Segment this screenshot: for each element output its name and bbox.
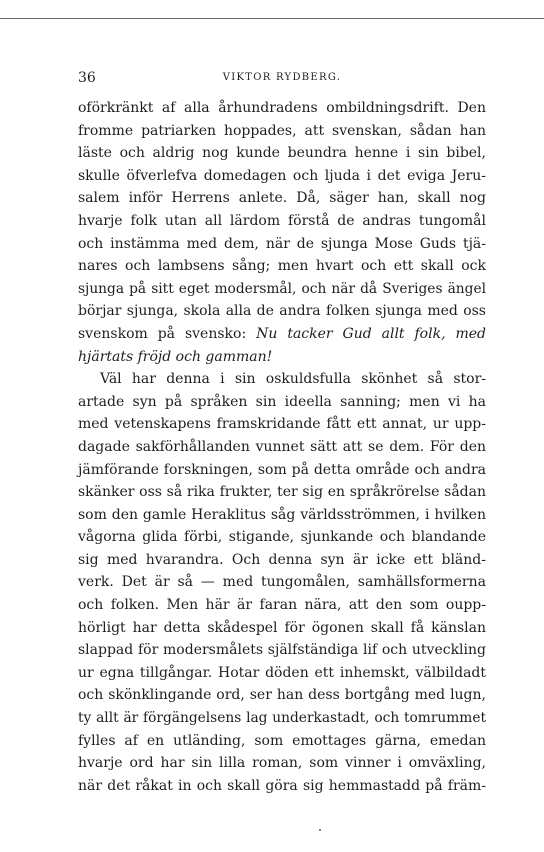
- text-line: [78, 504, 486, 527]
- line-text: när det råkat in och skall göra sig hemmastadd på främ-: [78, 777, 486, 794]
- text-line: [78, 120, 486, 143]
- text-line: [78, 278, 486, 301]
- text-line: [78, 165, 486, 188]
- body-text: [78, 97, 486, 797]
- text-line: [78, 187, 486, 210]
- italic-quote: Nu tacker Gud allt folk, med: [256, 325, 486, 342]
- line-text: fylles af en utländing, som emottages gärna, emedan: [78, 732, 486, 749]
- text-line: [78, 233, 486, 256]
- text-line: [78, 300, 486, 323]
- text-line: [78, 368, 486, 391]
- text-line: [78, 707, 486, 730]
- speck-mark: [319, 829, 321, 831]
- line-text: sjunga på sitt eget modersmål, och när då Sveriges ängel: [78, 280, 486, 297]
- text-line: [78, 730, 486, 753]
- line-text: salem inför Herrens anlete. Då, säger han, skall nog: [78, 190, 486, 207]
- text-line: [78, 684, 486, 707]
- line-text: nares och lambsens sång; men hvart och ett skall ock: [78, 258, 486, 275]
- text-line: [78, 97, 486, 120]
- running-head: VIKTOR RYDBERG.: [222, 72, 342, 83]
- line-text: hörligt har detta skådespel för ögonen skall få känslan: [78, 619, 486, 636]
- line-text: hvarje folk utan all lärdom förstå de andras tungomål: [78, 212, 486, 229]
- text-line: [78, 436, 486, 459]
- line-text: verk. Det är så — med tungomålen, samhällsformerna: [78, 574, 486, 591]
- top-rule: [0, 18, 544, 19]
- text-line: [78, 571, 486, 594]
- line-text: och skönklingande ord, ser han dess bortgång med lugn,: [78, 687, 486, 704]
- line-text: hvarje ord har sin lilla roman, som vinner i omväxling,: [78, 755, 486, 772]
- text-line: [78, 210, 486, 233]
- line-text: fromme patriarken hoppades, att svenskan, sådan han: [78, 122, 486, 139]
- text-line: [78, 752, 486, 775]
- text-line: [78, 617, 486, 640]
- line-text: ty allt är förgängelsens lag underkastadt, och tomrummet: [78, 710, 486, 727]
- line-text: oförkränkt af alla århundradens ombildningsdrift. Den: [78, 100, 486, 116]
- line-text: skänker oss så rika frukter, ter sig en språkrörelse sådan: [78, 484, 486, 501]
- text-line: [78, 413, 486, 436]
- text-line: [78, 255, 486, 278]
- line-text: vågorna glida förbi, stigande, sjunkande och blandande: [78, 529, 486, 546]
- text-line: [78, 459, 486, 482]
- line-text: med vetenskapens framskridande fått ett annat, ur upp-: [78, 416, 486, 433]
- line-text: sig med hvarandra. Och denna syn är icke ett bländ-: [78, 551, 486, 568]
- text-line: [78, 639, 486, 662]
- line-text: svenskom på svensko:: [78, 325, 257, 342]
- line-text: börjar sjunga, skola alla de andra folken sjunga med oss: [78, 303, 486, 320]
- text-line: [78, 549, 486, 572]
- text-line: [78, 662, 486, 685]
- line-text: och instämma med dem, när de sjunga Mose Guds tjä-: [78, 235, 486, 252]
- text-line: [78, 142, 486, 165]
- text-line: [78, 391, 486, 414]
- line-text: jämförande forskningen, som på detta område och andra: [78, 461, 486, 478]
- line-text: slappad för modersmålets själfständiga lif och utveckling: [78, 642, 486, 659]
- line-text: läste och aldrig nog kunde beundra henne i sin bibel,: [78, 145, 486, 162]
- text-line: [78, 526, 486, 549]
- page-header: [78, 70, 486, 88]
- text-line: [78, 594, 486, 617]
- line-text: som den gamle Heraklitus såg världsströmmen, i hvilken: [78, 506, 486, 523]
- line-text: och folken. Men här är faran nära, att den som oupp-: [78, 597, 486, 614]
- page-number: 36: [78, 70, 96, 86]
- line-text: ur egna tillgångar. Hotar döden ett inhemskt, välbildadt: [78, 664, 486, 681]
- line-text: artade syn på språken sin ideella sanning; men vi ha: [78, 393, 486, 410]
- line-text: Väl har denna i sin oskuldsfulla skönhet så stor-: [100, 371, 486, 388]
- text-line: [78, 481, 486, 504]
- text-line: [78, 775, 486, 798]
- text-line: [78, 323, 486, 346]
- line-text: skulle öfverlefva domedagen och ljuda i det eviga Jeru-: [78, 167, 486, 184]
- text-line: [78, 346, 486, 369]
- italic-quote: hjärtats fröjd och gamman!: [78, 348, 273, 365]
- line-text: dagade sakförhållanden vunnet sätt att se dem. För den: [78, 438, 486, 455]
